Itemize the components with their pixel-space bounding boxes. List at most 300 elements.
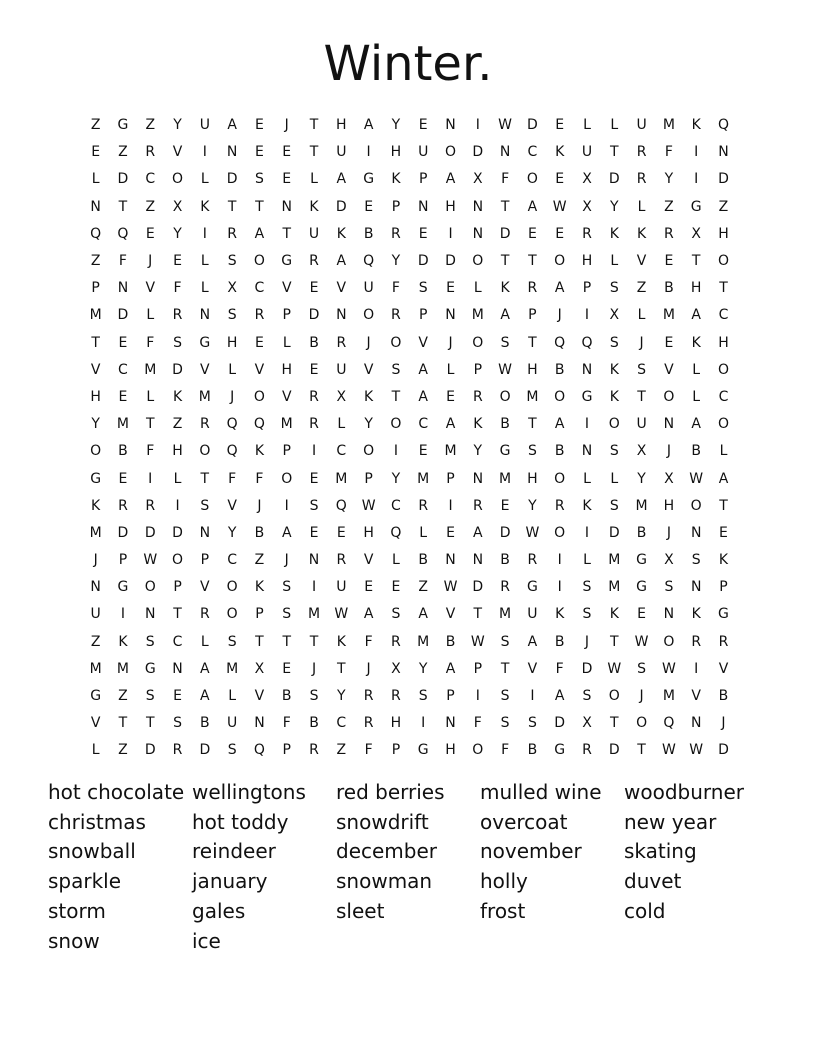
word-list (48, 778, 788, 956)
grid-letter: P (200, 552, 210, 569)
grid-letter: T (528, 334, 537, 351)
grid-letter: N (199, 524, 211, 541)
grid-letter: P (473, 361, 483, 378)
grid-letter: M (198, 388, 211, 405)
grid-letter: N (499, 144, 511, 161)
grid-row (82, 710, 737, 737)
grid-letter: A (554, 688, 565, 705)
grid-letter: D (417, 253, 429, 270)
grid-letter: I (175, 497, 180, 514)
grid-row (82, 139, 737, 166)
grid-letter: H (226, 334, 238, 351)
grid-letter: D (144, 524, 156, 541)
grid-letter: L (583, 117, 591, 134)
grid-letter: X (691, 225, 701, 242)
grid-letter: G (718, 606, 729, 623)
grid-letter: G (117, 117, 129, 134)
grid-letter: T (255, 633, 264, 650)
grid-letter: C (718, 388, 729, 405)
grid-letter: T (473, 606, 483, 623)
grid-letter: Y (391, 470, 401, 487)
grid-letter: M (499, 470, 512, 487)
grid-letter: K (691, 334, 701, 351)
grid-letter: E (282, 144, 292, 161)
grid-letter: X (636, 443, 647, 460)
grid-letter: E (282, 660, 292, 677)
word-search-grid (82, 112, 737, 765)
grid-letter: M (144, 361, 157, 378)
grid-row (82, 221, 737, 248)
grid-letter: J (666, 524, 671, 541)
grid-letter: R (363, 688, 374, 705)
grid-letter: R (554, 497, 565, 514)
grid-letter: M (444, 443, 457, 460)
grid-letter: I (584, 524, 590, 541)
grid-letter: A (200, 660, 210, 677)
grid-letter: Y (364, 416, 373, 433)
grid-letter: I (475, 117, 480, 134)
grid-letter: O (663, 633, 675, 650)
grid-letter: R (363, 715, 374, 732)
grid-letter: M (89, 660, 102, 677)
grid-letter: K (555, 144, 565, 161)
grid-letter: J (311, 660, 317, 677)
grid-letter: E (309, 280, 319, 297)
grid-letter: M (635, 497, 648, 514)
grid-letter: J (721, 715, 726, 732)
grid-letter: S (500, 633, 510, 650)
grid-letter: E (336, 524, 346, 541)
grid-letter: L (610, 470, 619, 487)
grid-letter: R (172, 742, 183, 759)
grid-letter: L (610, 253, 619, 270)
grid-letter: B (691, 443, 701, 460)
grid-letter: R (582, 225, 592, 242)
grid-letter: A (254, 225, 265, 242)
grid-letter: D (499, 524, 511, 541)
grid-letter: A (281, 524, 292, 541)
grid-letter: R (472, 497, 483, 514)
grid-letter: Y (337, 688, 346, 705)
grid-letter: R (199, 606, 210, 623)
grid-row (82, 574, 737, 601)
grid-letter: G (90, 688, 102, 705)
grid-letter: L (337, 416, 346, 433)
grid-letter: X (227, 280, 237, 297)
grid-letter: H (390, 715, 402, 732)
grid-letter: I (448, 225, 453, 242)
grid-letter: G (117, 579, 129, 596)
grid-letter: N (336, 307, 347, 324)
grid-letter: S (391, 606, 401, 623)
grid-letter: I (120, 606, 126, 623)
grid-letter: R (309, 416, 319, 433)
grid-letter: H (336, 117, 347, 134)
grid-letter: O (199, 443, 211, 460)
grid-letter: T (145, 416, 155, 433)
grid-letter: D (172, 524, 183, 541)
grid-letter: C (391, 497, 401, 514)
grid-letter: L (146, 388, 155, 405)
grid-letter: S (500, 715, 510, 732)
grid-letter: B (554, 361, 565, 378)
grid-letter: T (282, 225, 291, 242)
grid-letter: B (500, 416, 510, 433)
grid-letter: W (607, 660, 622, 677)
grid-letter: N (663, 416, 675, 433)
grid-letter: P (446, 470, 455, 487)
grid-letter: Q (554, 334, 566, 351)
grid-letter: W (498, 117, 513, 134)
grid-letter: V (172, 144, 183, 161)
grid-letter: O (608, 688, 620, 705)
grid-letter: M (662, 117, 675, 134)
word-list-item: snowdrift (336, 809, 429, 834)
grid-letter: N (445, 552, 456, 569)
word-list-item: ice (192, 928, 221, 953)
grid-letter: H (527, 361, 538, 378)
grid-letter: V (90, 361, 101, 378)
grid-letter: M (307, 606, 321, 623)
grid-letter: O (226, 579, 238, 596)
grid-letter: O (144, 579, 156, 596)
grid-row (82, 166, 737, 193)
grid-letter: V (363, 552, 374, 569)
grid-letter: P (282, 742, 291, 759)
grid-letter: B (554, 443, 565, 460)
grid-letter: Z (90, 633, 101, 650)
grid-letter: N (690, 579, 702, 596)
grid-letter: L (91, 742, 100, 759)
grid-letter: S (145, 688, 155, 705)
grid-letter: R (309, 253, 319, 270)
grid-letter: K (691, 606, 701, 623)
grid-letter: Z (718, 198, 729, 215)
grid-letter: T (309, 117, 319, 134)
grid-letter: I (421, 715, 426, 732)
grid-letter: T (500, 198, 510, 215)
grid-letter: O (472, 253, 484, 270)
grid-letter: O (172, 552, 184, 569)
grid-letter: L (692, 388, 701, 405)
grid-letter: O (444, 144, 457, 161)
grid-letter: T (610, 715, 619, 732)
grid-letter: R (199, 416, 210, 433)
grid-letter: Q (363, 253, 375, 270)
grid-letter: L (446, 361, 455, 378)
grid-letter: U (90, 606, 101, 623)
grid-letter: E (364, 198, 374, 215)
grid-letter: Z (145, 117, 156, 134)
grid-letter: J (639, 688, 644, 705)
grid-row (82, 384, 737, 411)
grid-letter: P (391, 742, 401, 759)
grid-letter: E (173, 688, 182, 705)
grid-letter: N (199, 307, 211, 324)
grid-row (82, 248, 737, 275)
grid-letter: I (694, 171, 699, 188)
grid-letter: K (636, 225, 647, 242)
grid-letter: O (554, 388, 566, 405)
grid-letter: T (528, 253, 537, 270)
grid-letter: N (445, 117, 456, 134)
grid-letter: C (145, 171, 156, 188)
grid-letter: M (662, 307, 675, 324)
grid-letter: G (499, 443, 511, 460)
grid-letter: U (363, 280, 374, 297)
grid-letter: R (527, 552, 538, 569)
grid-letter: Z (664, 198, 674, 215)
grid-letter: S (309, 688, 319, 705)
grid-letter: E (555, 171, 565, 188)
grid-letter: M (417, 470, 430, 487)
grid-letter: D (499, 225, 511, 242)
grid-letter: D (608, 524, 620, 541)
grid-letter: T (282, 633, 291, 650)
grid-letter: V (254, 688, 265, 705)
grid-letter: V (336, 280, 347, 297)
grid-letter: N (472, 470, 484, 487)
grid-letter: C (718, 307, 729, 324)
word-list-item: wellingtons (192, 780, 306, 804)
grid-letter: U (527, 606, 538, 623)
grid-row (82, 629, 737, 656)
grid-letter: S (227, 307, 237, 324)
grid-letter: H (718, 225, 729, 242)
grid-letter: Q (390, 524, 402, 541)
grid-letter: K (254, 443, 265, 460)
grid-letter: G (581, 388, 593, 405)
grid-letter: G (636, 552, 648, 569)
grid-letter: X (664, 470, 674, 487)
grid-letter: X (254, 660, 265, 677)
grid-letter: O (363, 307, 375, 324)
grid-letter: X (664, 552, 674, 569)
grid-letter: R (336, 334, 347, 351)
grid-letter: S (637, 361, 647, 378)
grid-letter: F (364, 633, 373, 650)
grid-letter: Q (253, 742, 265, 759)
grid-letter: U (336, 579, 347, 596)
grid-letter: P (91, 280, 100, 297)
grid-letter: G (363, 171, 375, 188)
grid-letter: R (309, 388, 319, 405)
grid-letter: R (500, 579, 510, 596)
grid-letter: I (694, 144, 699, 161)
grid-letter: O (281, 470, 293, 487)
grid-letter: S (664, 579, 674, 596)
grid-letter: V (254, 361, 265, 378)
grid-letter: S (227, 633, 237, 650)
grid-letter: R (118, 497, 128, 514)
word-list-item: skating (624, 839, 697, 864)
grid-letter: O (390, 416, 402, 433)
grid-letter: A (527, 633, 538, 650)
grid-letter: L (473, 280, 482, 297)
grid-letter: K (473, 416, 483, 433)
grid-letter: U (418, 144, 429, 161)
grid-letter: V (418, 334, 428, 351)
grid-letter: E (255, 334, 264, 351)
grid-letter: L (228, 688, 237, 705)
grid-letter: A (418, 606, 428, 623)
grid-letter: W (689, 742, 704, 759)
grid-letter: A (554, 280, 565, 297)
grid-letter: T (610, 633, 619, 650)
grid-letter: O (554, 253, 566, 270)
grid-letter: I (311, 579, 317, 596)
grid-letter: R (527, 280, 538, 297)
grid-letter: A (363, 606, 374, 623)
grid-letter: B (363, 225, 374, 242)
grid-letter: O (363, 443, 375, 460)
grid-letter: S (227, 742, 237, 759)
grid-letter: M (471, 307, 484, 324)
grid-letter: K (609, 388, 619, 405)
grid-letter: B (281, 688, 292, 705)
grid-letter: W (470, 633, 485, 650)
grid-letter: X (172, 198, 183, 215)
grid-letter: O (253, 388, 265, 405)
grid-letter: Y (173, 225, 182, 242)
grid-row (82, 737, 737, 764)
grid-letter: C (336, 715, 347, 732)
grid-letter: K (364, 388, 374, 405)
grid-row (82, 275, 737, 302)
grid-letter: E (446, 388, 455, 405)
grid-row (82, 656, 737, 683)
grid-letter: Y (473, 443, 483, 460)
word-list-item: red berries (336, 780, 445, 804)
grid-letter: V (445, 606, 456, 623)
grid-letter: S (173, 715, 182, 732)
grid-letter: V (691, 688, 701, 705)
grid-letter: S (145, 633, 155, 650)
grid-letter: D (117, 524, 129, 541)
grid-letter: E (309, 524, 319, 541)
grid-letter: N (581, 443, 593, 460)
grid-letter: E (118, 470, 128, 487)
grid-letter: D (472, 144, 484, 161)
grid-letter: E (664, 253, 674, 270)
word-list-item: storm (48, 898, 106, 923)
grid-letter: N (472, 225, 484, 242)
grid-letter: Z (418, 579, 428, 596)
grid-letter: B (309, 334, 319, 351)
grid-letter: L (637, 198, 646, 215)
grid-letter: M (608, 579, 621, 596)
grid-letter: J (639, 334, 644, 351)
grid-letter: A (227, 117, 237, 134)
grid-letter: Z (336, 742, 347, 759)
grid-letter: H (527, 470, 538, 487)
grid-letter: O (636, 715, 648, 732)
grid-letter: B (418, 552, 429, 569)
grid-letter: O (526, 171, 538, 188)
grid-letter: F (282, 715, 291, 732)
grid-letter: A (445, 171, 456, 188)
grid-letter: X (336, 388, 347, 405)
grid-letter: Y (173, 117, 182, 134)
grid-letter: D (308, 307, 320, 324)
grid-letter: Q (90, 225, 102, 242)
grid-letter: A (445, 416, 456, 433)
grid-letter: I (557, 552, 562, 569)
grid-letter: E (446, 280, 455, 297)
grid-letter: I (584, 416, 590, 433)
grid-letter: A (554, 416, 565, 433)
word-list-item: snowball (48, 839, 136, 864)
grid-letter: T (255, 198, 264, 215)
grid-letter: O (226, 606, 238, 623)
word-list-item: holly (480, 869, 528, 894)
grid-letter: M (335, 470, 348, 487)
grid-letter: B (254, 524, 265, 541)
grid-letter: L (200, 280, 209, 297)
grid-letter: O (717, 253, 729, 270)
grid-letter: S (254, 171, 264, 188)
grid-letter: T (200, 470, 210, 487)
grid-letter: R (391, 225, 401, 242)
grid-row (82, 601, 737, 628)
grid-row (82, 357, 737, 384)
grid-letter: L (200, 171, 209, 188)
grid-letter: Q (663, 715, 675, 732)
grid-letter: K (555, 606, 565, 623)
grid-letter: B (527, 742, 538, 759)
word-list-item: snow (48, 928, 100, 953)
grid-letter: L (200, 253, 209, 270)
grid-letter: L (310, 171, 318, 188)
grid-letter: E (527, 225, 537, 242)
grid-letter: V (664, 361, 674, 378)
grid-letter: D (117, 307, 129, 324)
grid-letter: F (664, 144, 673, 161)
grid-letter: B (445, 633, 456, 650)
grid-letter: U (227, 715, 238, 732)
word-list-item: hot toddy (192, 809, 289, 834)
grid-letter: B (636, 524, 647, 541)
grid-letter: B (309, 715, 319, 732)
grid-letter: R (718, 633, 729, 650)
grid-letter: S (282, 579, 292, 596)
grid-letter: X (473, 171, 483, 188)
grid-letter: A (200, 688, 210, 705)
grid-row (82, 493, 737, 520)
grid-letter: K (718, 552, 729, 569)
grid-letter: E (555, 117, 565, 134)
grid-letter: I (393, 443, 398, 460)
grid-letter: I (694, 660, 699, 677)
grid-letter: W (661, 660, 676, 677)
grid-letter: Z (90, 253, 101, 270)
grid-letter: I (202, 225, 207, 242)
grid-letter: Z (118, 688, 128, 705)
grid-letter: O (472, 742, 484, 759)
grid-letter: Q (335, 497, 347, 514)
grid-letter: L (419, 524, 428, 541)
grid-letter: N (281, 198, 292, 215)
grid-letter: N (690, 524, 702, 541)
grid-letter: R (664, 225, 674, 242)
grid-letter: G (554, 742, 566, 759)
grid-letter: T (610, 144, 619, 161)
grid-letter: I (202, 144, 207, 161)
grid-letter: W (361, 497, 376, 514)
grid-letter: U (636, 117, 647, 134)
grid-letter: T (309, 144, 319, 161)
grid-letter: D (608, 742, 620, 759)
